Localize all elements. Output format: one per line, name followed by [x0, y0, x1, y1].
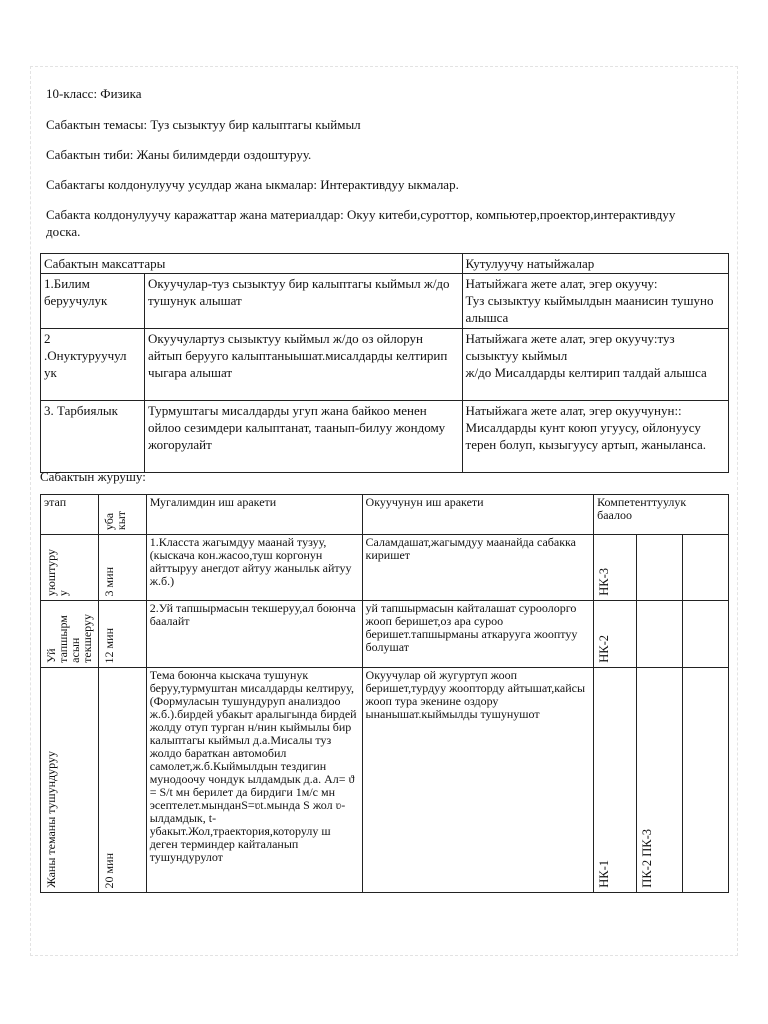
- flow-student: Саламдашат,жагымдуу маанайда сабакка киришет: [362, 535, 594, 601]
- flow-stage-cell: [41, 535, 99, 601]
- table-row: [41, 274, 729, 329]
- flow-time: 12 мин: [101, 627, 116, 663]
- flow-time: 3 мин: [101, 566, 116, 596]
- flow-header-competence: Компетенттуулук баалоо: [594, 495, 729, 535]
- flow-header-time: [98, 495, 146, 535]
- goals-header-results: Кутулуучу натыйжалар: [462, 254, 728, 274]
- goal-name: 1.Билим беруучулук: [41, 274, 145, 329]
- table-row: [41, 601, 729, 668]
- flow-comp: НК-1: [597, 860, 612, 888]
- table-row: [41, 401, 729, 473]
- goals-table: [40, 253, 729, 473]
- flow-comp-empty: [637, 601, 683, 668]
- flow-comp-cell: [594, 535, 637, 601]
- flow-comp: НК-2: [597, 635, 612, 663]
- goal-result: Натыйжага жете алат, эгер окуучу: Туз сызыктуу кыймылдын маанисин тушуно алышса: [462, 274, 728, 329]
- flow-table: [40, 494, 729, 893]
- flow-header-stage: этап: [41, 495, 99, 535]
- flow-header-teacher: Мугалимдин иш аракети: [146, 495, 362, 535]
- table-row: [41, 668, 729, 893]
- flow-comp: НК-3: [597, 568, 612, 596]
- flow-stage-cell: [41, 601, 99, 668]
- table-row: [41, 535, 729, 601]
- flow-comp-cell: [637, 668, 683, 893]
- flow-header-row: [41, 495, 729, 535]
- flow-stage-cell: [41, 668, 99, 893]
- table-row: [41, 329, 729, 401]
- materials-line-1: Сабакта колдонулуучу каражаттар жана материалдар: Окуу китеби,суроттор, компьютер,проектор,интерактивдуу: [46, 207, 676, 222]
- flow-student: Окуучулар ой жугуртуп жооп беришет,турдуу жоопторду айтышат,кайсы жооп тура экенине оздору ынанышат.кыймылды тушунушот: [362, 668, 594, 893]
- flow-comp-empty: [682, 535, 728, 601]
- goal-result: Натыйжага жете алат, эгер окуучунун:: Мисалдарды кунт коюп угуусу, ойлонуусу терен болуп, кызыгуусу артып, жаныланса.: [462, 401, 728, 473]
- flow-header-time-text: уба кыт: [101, 510, 128, 530]
- flow-time-cell: [98, 601, 146, 668]
- flow-time-cell: [98, 535, 146, 601]
- grade-line: 10-класс: Физика: [46, 86, 142, 101]
- goals-header-row: [41, 254, 729, 274]
- flow-comp-empty: [682, 601, 728, 668]
- flow-comp-cell: [594, 668, 637, 893]
- topic-line: Сабактын темасы: Туз сызыктуу бир калыптагы кыймыл: [46, 117, 361, 132]
- methods-line: Сабактагы колдонулуучу усулдар жана ыкмалар: Интерактивдуу ыкмалар.: [46, 177, 459, 192]
- goal-name: 3. Тарбиялык: [41, 401, 145, 473]
- flow-comp: ПК-2 ПК-3: [640, 829, 655, 888]
- flow-stage: уюштуру у: [44, 548, 70, 596]
- flow-teacher: Тема боюнча кыскача тушунук беруу,турмуштан мисалдарды келтируу, (Формуласын тушундуруп анализдоо ж.б.).бирдей убакыт аралыгында бирдей жолду отуп турган н/нин кыймылы бир калыптагы кыймыл д.а.Мисалы туз жолдо бараткан автомобил самолет,ж.б.Кыймылдын тездигин мунодоочу чондук ылдамдык д.а. Ал= ϑ = S/t мн берилет да бирдиги 1м/с мн эсептелет.мынданS=ʋt.мында S жол ʋ-ылдамдык, t-убакыт.Жол,траектория,которулу ш деген терминдер кайталанып тушундурулот: [146, 668, 362, 893]
- flow-comp-empty: [682, 668, 728, 893]
- goals-header-goals: Сабактын максаттары: [41, 254, 463, 274]
- goal-text: Турмуштагы мисалдарды угуп жана байкоо менен ойлоо сезимдери калыптанат, таанып-билуу жондому жогорулайт: [144, 401, 462, 473]
- goal-result: Натыйжага жете алат, эгер окуучу:туз сызыктуу кыймыл ж/до Мисалдарды келтирип талдай алышса: [462, 329, 728, 401]
- flow-header-student: Окуучунун иш аракети: [362, 495, 594, 535]
- flow-comp-cell: [594, 601, 637, 668]
- flow-label: Сабактын журушу:: [40, 469, 146, 484]
- flow-time-cell: [98, 668, 146, 893]
- goal-text: Окуучулартуз сызыктуу кыймыл ж/до оз ойлорун айтып берууго калыптаныышат.мисалдарды келтирип чыгара алышат: [144, 329, 462, 401]
- flow-teacher: 1.Класста жагымдуу маанай тузуу, (кыскача кон.жасоо,туш коргонун айттыруу анегдот айтуу жаныльк айтуу ж.б.): [146, 535, 362, 601]
- flow-time: 20 мин: [101, 852, 116, 888]
- goal-name: 2 .Онуктуруучул ук: [41, 329, 145, 401]
- flow-stage: Жаны теманы тушундуруу: [44, 751, 58, 888]
- flow-stage: Уй тапшырм асын текшеруу: [44, 614, 94, 663]
- flow-comp-empty: [637, 535, 683, 601]
- goal-text: Окуучулар-туз сызыктуу бир калыптагы кыймыл ж/до тушунук алышат: [144, 274, 462, 329]
- materials-line-2: доска.: [46, 224, 81, 239]
- type-line: Сабактын тиби: Жаны билимдерди оздоштуруу.: [46, 147, 312, 162]
- flow-student: уй тапшырмасын кайталашат суроолорго жооп беришет,оз ара суроо беришет.тапшырманы аткарууга жооптуу болушат: [362, 601, 594, 668]
- flow-teacher: 2.Уй тапшырмасын текшеруу,ал боюнча баалайт: [146, 601, 362, 668]
